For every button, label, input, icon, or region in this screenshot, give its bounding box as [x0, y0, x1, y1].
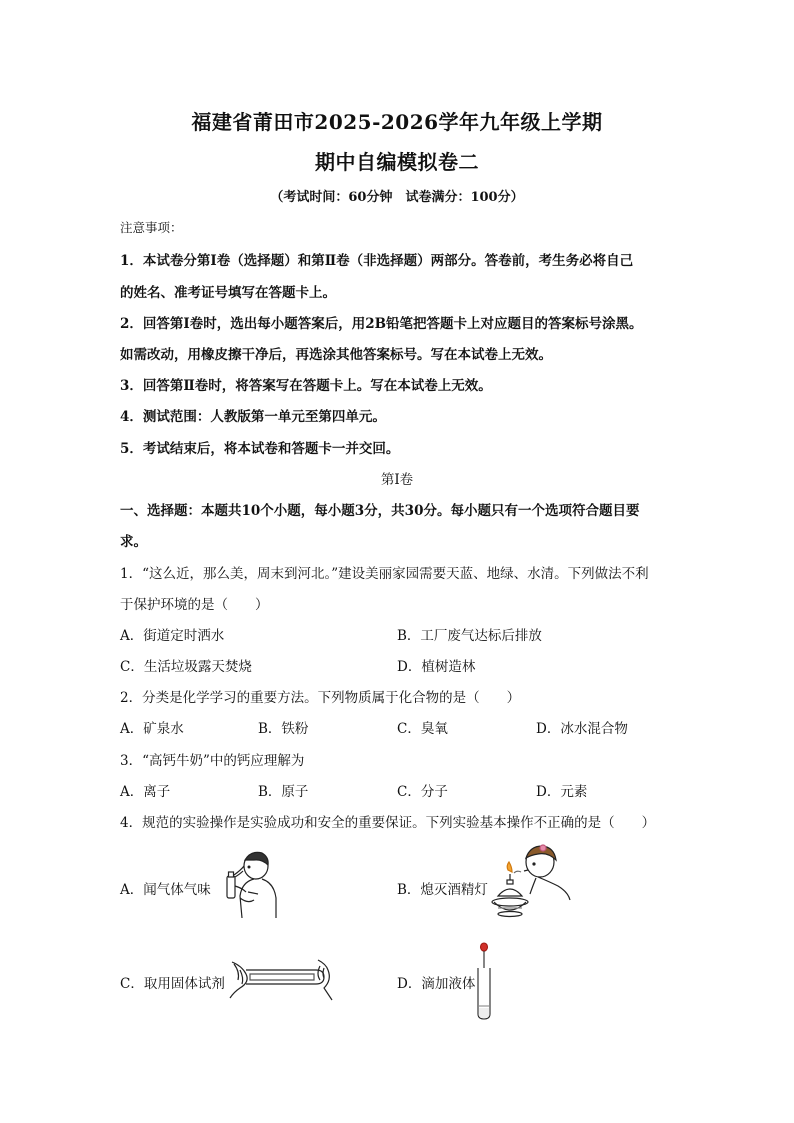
- q3-option-b: B．原子: [258, 784, 309, 800]
- q3-option-c: C．分子: [397, 784, 448, 800]
- blow-out-lamp-illustration: [488, 842, 578, 926]
- exam-title-line2: 期中自编模拟卷二: [315, 150, 479, 174]
- q2-option-c: C．臭氧: [397, 721, 448, 737]
- q3-stem: 3．“高钙牛奶”中的钙应理解为: [120, 753, 305, 769]
- note-4: 4．测试范围：人教版第一单元至第四单元。: [120, 409, 386, 425]
- note-5: 5．考试结束后，将本试卷和答题卡一并交回。: [120, 441, 400, 457]
- q1-option-b: B．工厂废气达标后排放: [397, 628, 542, 644]
- q4-stem: 4．规范的实验操作是实验成功和安全的重要保证。下列实验基本操作不正确的是（ ）: [120, 815, 656, 831]
- smell-gas-illustration: [218, 848, 282, 920]
- dropper-illustration: [472, 942, 496, 1020]
- part-instructions-line1: 一、选择题：本题共10个小题，每小题3分，共30分。每小题只有一个选项符合题目要: [120, 503, 640, 519]
- volume-title: 第Ⅰ卷: [380, 472, 414, 488]
- q2-option-d: D．冰水混合物: [536, 721, 628, 737]
- note-1b: 的姓名、准考证号填写在答题卡上。: [120, 285, 336, 301]
- note-3: 3．回答第Ⅱ卷时，将答案写在答题卡上。写在本试卷上无效。: [120, 378, 492, 394]
- q1-stem-line1: 1．“这么近，那么美，周末到河北。”建设美丽家园需要天蓝、地绿、水清。下列做法不利: [120, 566, 649, 582]
- note-2a: 2．回答第Ⅰ卷时，选出每小题答案后，用2B铅笔把答题卡上对应题目的答案标号涂黑。: [120, 316, 643, 332]
- solid-reagent-illustration: [228, 952, 336, 1002]
- notes-heading: 注意事项：: [120, 220, 183, 235]
- exam-info: （考试时间：60分钟 试卷满分：100分）: [270, 190, 524, 205]
- q4-option-c: C．取用固体试剂: [120, 976, 225, 992]
- q4-option-d: D．滴加液体: [397, 976, 476, 992]
- note-1a: 1．本试卷分第Ⅰ卷（选择题）和第Ⅱ卷（非选择题）两部分。答卷前，考生务必将自己: [120, 253, 634, 269]
- q1-stem-line2: 于保护环境的是（ ）: [120, 597, 269, 613]
- note-2b: 如需改动，用橡皮擦干净后，再选涂其他答案标号。写在本试卷上无效。: [120, 347, 552, 363]
- q3-option-d: D．元素: [536, 784, 588, 800]
- q3-option-a: A．离子: [120, 784, 171, 800]
- q4-option-a: A．闻气体气味: [120, 882, 211, 898]
- q1-option-a: A．街道定时洒水: [120, 628, 225, 644]
- q2-option-a: A．矿泉水: [120, 721, 184, 737]
- q1-option-c: C．生活垃圾露天焚烧: [120, 659, 252, 675]
- part-instructions-line2: 求。: [120, 534, 147, 550]
- q2-stem: 2．分类是化学学习的重要方法。下列物质属于化合物的是（ ）: [120, 690, 521, 706]
- exam-title-line1: 福建省莆田市2025-2026学年九年级上学期: [191, 110, 603, 134]
- q4-option-b: B．熄灭酒精灯: [397, 882, 488, 898]
- q2-option-b: B．铁粉: [258, 721, 309, 737]
- q1-option-d: D．植树造林: [397, 659, 476, 675]
